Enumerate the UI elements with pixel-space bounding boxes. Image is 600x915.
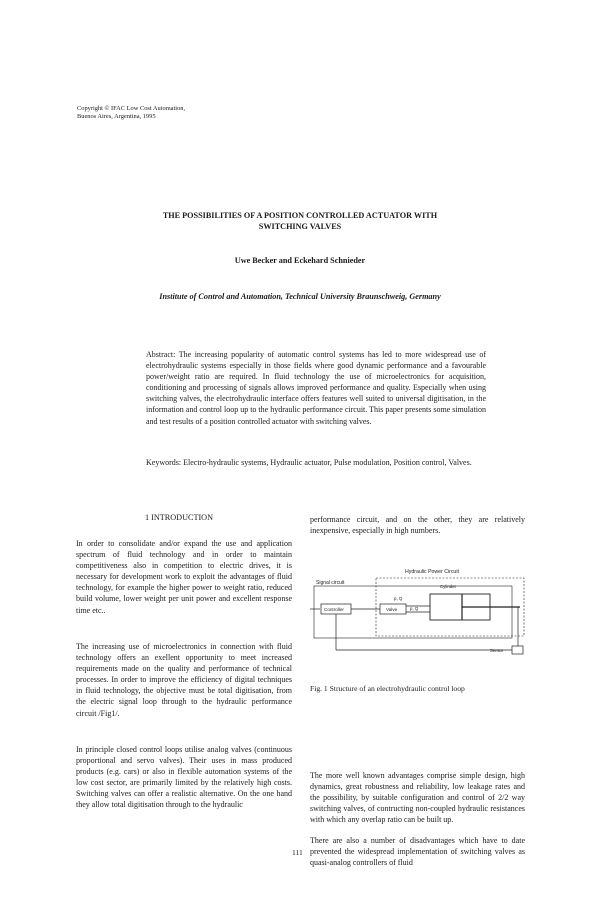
keywords-label: Keywords: (146, 458, 182, 467)
sensor-block (512, 646, 523, 654)
pq-label-1: p, Q (394, 596, 403, 601)
section-heading: 1 INTRODUCTION (145, 513, 213, 522)
abstract (146, 349, 486, 427)
figure-hydraulic-label: Hydraulic Power Circuit (405, 569, 459, 575)
copyright-notice (77, 105, 185, 121)
page-number: 111 (292, 848, 303, 857)
sensor-label: Sensor (490, 648, 504, 653)
intro-paragraph-2: The increasing use of microelectronics in connection with fluid technology offers an exellent opportunity to meet increased requirements made on the quality and performance of technical processes. In order to improve the efficiency of digital techniques in fluid technology, the objective must be total digitisation, from the electric signal loop through to the hydraulic performance circuit /Fig1/. (76, 642, 292, 718)
figure-signal-label: Signal circuit (316, 580, 345, 586)
abstract-label: Abstract: (146, 350, 176, 359)
title-line-1: THE POSSIBILITIES OF A POSITION CONTROLLED ACTUATOR WITH (162, 211, 438, 220)
title-line-2: SWITCHING VALVES (258, 222, 342, 231)
affiliation: Institute of Control and Automation, Technical University Braunschweig, Germany (159, 292, 441, 301)
copyright-line-1: Copyright © IFAC Low Cost Automation, (77, 105, 186, 112)
keywords-text: Electro-hydraulic systems, Hydraulic actuator, Pulse modulation, Position control, Valves. (183, 458, 472, 467)
figure-caption: Fig. 1 Structure of an electrohydraulic control loop (310, 684, 465, 693)
intro-paragraph-1: In order to consolidate and/or expand the use and application spectrum of fluid technology and in order to maintain competitiveness also in competition to electric drives, it is necessary for development work to exploit the advantages of fluid technology, for example the higher power to weight ratio, reduced build volume, lower weight per unit power and excellent response time etc.. (76, 539, 292, 615)
intro-paragraph-6: There are also a number of disadvantages which have to date prevented the widespread implementation of switching valves as quasi-analog controllers of fluid (310, 836, 525, 868)
figure-control-loop (310, 564, 525, 664)
intro-paragraph-4: performance circuit, and on the other, they are relatively inexpensive, especially in high numbers. (310, 515, 525, 536)
controller-label: Controller (324, 607, 344, 612)
authors: Uwe Becker and Eckehard Schnieder (234, 256, 366, 265)
copyright-line-2: Buenos Aires, Argentina, 1995 (77, 113, 156, 120)
paper-title (100, 210, 500, 232)
intro-paragraph-3: In principle closed control loops utilise analog valves (continuous proportional and servo valves). Their uses in mass produced products (e.g. cars) or also in flexible automation systems of the low cost sector, are primarily limited by the relatively high costs. Switching valves can offer a realistic alternative. On the one hand they allow total digitisation through to the hydraulic (76, 745, 292, 810)
abstract-text: The increasing popularity of automatic control systems has led to more widespread use of electrohydraulic systems especially in those fields where good dynamic performance and a favourable power/weight ratio are required. In fluid technology the use of microelectronics for acquisition, conditioning and processing of signals allows improved performance and quality. Especially when using switching valves, the electrohydraulic interface offers features well suited to universal digitisation, in the information and control loop up to the hydraulic performance circuit. This paper presents some simulation and test results of a position controlled actuator with switching valves. (146, 350, 486, 426)
keywords (146, 457, 486, 468)
intro-paragraph-5: The more well known advantages comprise simple design, high dynamics, great robustness and reliability, low leakage rates and the possibility, by suitable configuration and control of 2/2 way switching valves, of contructing non-coupled hydraulic resistances with which any overlap ratio can be built up. (310, 771, 525, 825)
cylinder-label: Cylinder (440, 584, 457, 589)
valve-label: Valve (386, 607, 398, 612)
pq-label-2: p, Q (410, 606, 419, 611)
